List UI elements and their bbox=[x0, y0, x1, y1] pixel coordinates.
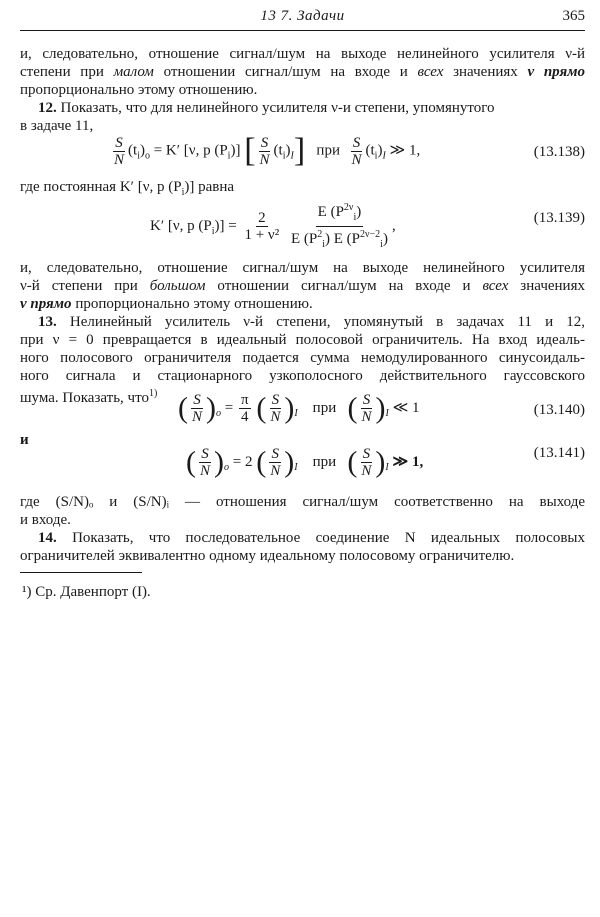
text-line: степени при малом отношении сигнал/шум на входе и всех значениях ν прямо bbox=[20, 64, 585, 80]
text-line: ного полосового ограничителя подается сумма немодулированного синусоидаль- bbox=[20, 350, 585, 366]
page-number: 365 bbox=[562, 8, 585, 24]
problem-12: 12. Показать, что для нелинейного усилителя ν-и степени, упомянутого bbox=[38, 100, 495, 116]
text-line: ν-й степени при большом отношении сигнал/шум на входе и всех значениях bbox=[20, 278, 585, 294]
text-line: ного сигнала и стационарного узкополосного действительного гауссовского bbox=[20, 368, 585, 384]
text-line: и, следовательно, отношение сигнал/шум на выходе нелинейного усилителя bbox=[20, 260, 585, 276]
equation-number: (13.138) bbox=[533, 144, 585, 160]
text-line: где (S/N)ₒ и (S/N)ᵢ — отношения сигнал/шум соответственно на выходе bbox=[20, 494, 585, 510]
conjunction: и bbox=[20, 432, 29, 448]
problem-14: 14. Показать, что последовательное соединение N идеальных полосовых bbox=[38, 530, 585, 546]
text-line: шума. Показать, что$^{1)}$ bbox=[20, 388, 158, 406]
text-line: где постоянная K′ [ν, p $(P_i)$] равна bbox=[20, 179, 235, 198]
equation-13-141: ( $\frac{S}{N}$ )$_o = 2$ ( $\frac{S}{N}$ )$_I$ при ( $\frac{S}{N}$ )$_I$ ≫ 1, bbox=[186, 445, 424, 479]
text-line: и, следовательно, отношение сигнал/шум на выходе нелинейного усилителя ν-й bbox=[20, 46, 585, 62]
running-title: 13 7. Задачи bbox=[260, 8, 345, 24]
text-line: и входе. bbox=[20, 512, 71, 528]
text-line: пропорционально этому отношению. bbox=[20, 82, 258, 98]
equation-13-139: K′ [ν, p $(P_i)$] = $\frac{2}{\text{1 + ν²}}$ $\frac{E (P^{2\nu}_i)}{E (P^2_i) E (P^{2\nu-2}_i)}$ , bbox=[150, 202, 396, 250]
problem-13: 13. Нелинейный усилитель ν-й степени, упомянутый в задачах 11 и 12, bbox=[38, 314, 585, 330]
equation-number: (13.141) bbox=[533, 445, 585, 461]
running-header bbox=[20, 8, 585, 31]
equation-13-138: $\frac{S}{N}$ $(t_i)_o = K'$ [ν, p $(P_i)$] [ $\frac{S}{N}$ $(t_i)_I$] при $\frac{S}{N}$ $(t_i)_I$ ≫ 1, bbox=[114, 132, 421, 169]
text-line: при ν = 0 превращается в идеальный полосовой ограничитель. На вход идеаль- bbox=[20, 332, 585, 348]
footnote-divider bbox=[20, 572, 142, 573]
footnote-mark: 1) bbox=[148, 388, 158, 399]
equation-number: (13.140) bbox=[533, 402, 585, 418]
text-line: в задаче 11, bbox=[20, 118, 94, 134]
equation-number: (13.139) bbox=[533, 210, 585, 226]
text-line: ν прямо пропорционально этому отношению. bbox=[20, 296, 313, 312]
footnote: ¹) Ср. Давенпорт (I). bbox=[22, 584, 151, 600]
text-line: ограничителей эквивалентно одному идеальному полосовому ограничителю. bbox=[20, 548, 515, 564]
equation-13-140: ( $\frac{S}{N}$ )$_o$ = $\frac{\pi}{4}$ ( $\frac{S}{N}$ )$_I$ при ( $\frac{S}{N}$ )$_I$ ≪ 1 bbox=[178, 391, 420, 425]
